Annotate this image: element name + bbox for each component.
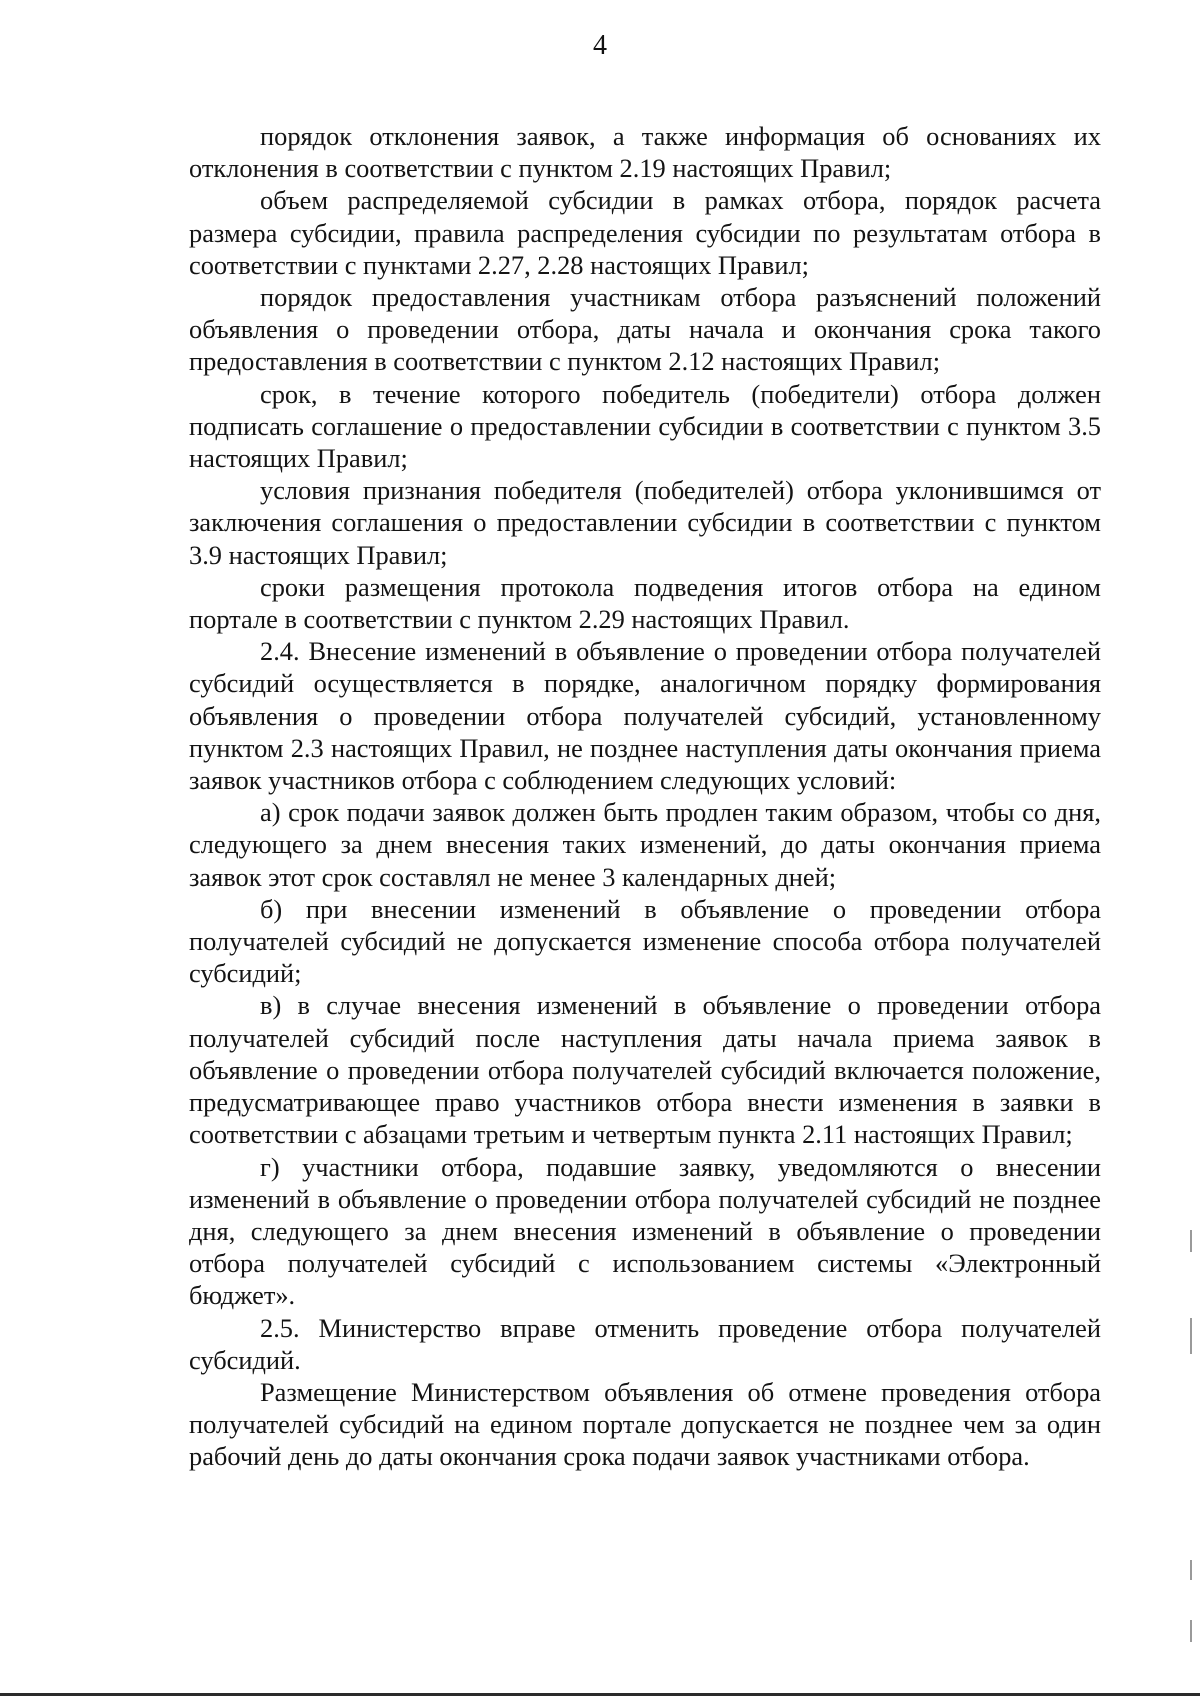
paragraph: Размещение Министерством объявления об отмене проведения отбора получателей субсидий на едином портале допускается не позднее чем за один рабочий день до даты окончания срока подачи заявок участниками отбора. — [189, 1376, 1101, 1472]
paragraph: объем распределяемой субсидии в рамках отбора, порядок расчета размера субсидии, правила распределения субсидии по результатам отбора в соответствии с пунктами 2.27, 2.28 настоящих Правил; — [189, 185, 1101, 280]
scan-mark — [1190, 1318, 1192, 1354]
paragraph: порядок отклонения заявок, а также информация об основаниях их отклонения в соответствии с пунктом 2.19 настоящих Правил; — [189, 121, 1101, 184]
paragraph: порядок предоставления участникам отбора разъяснений положений объявления о проведении отбора, даты начала и окончания срока такого предоставления в соответствии с пунктом 2.12 настоящих Правил; — [189, 282, 1101, 377]
scan-mark — [1190, 1620, 1192, 1642]
page-bottom-rule — [0, 1693, 1200, 1696]
paragraph-item-g: г) участники отбора, подавшие заявку, уведомляются о внесении изменений в объявление о проведении отбора получателей субсидий не позднее дня, следующего за днем внесения изменений в объявление о проведении отбора получателей субсидий с использованием системы «Электронный бюджет». — [189, 1151, 1101, 1311]
paragraph-item-b: б) при внесении изменений в объявление о проведении отбора получателей субсидий не допускается изменение способа отбора получателей субсидий; — [189, 893, 1101, 989]
scan-mark — [1190, 1230, 1192, 1252]
page-number: 4 — [593, 30, 607, 61]
paragraph: сроки размещения протокола подведения итогов отбора на едином портале в соответствии с пунктом 2.29 настоящих Правил. — [189, 571, 1101, 635]
paragraph: условия признания победителя (победителей) отбора уклонившимся от заключения соглашения о предоставлении субсидии в соответствии с пунктом 3.9 настоящих Правил; — [189, 475, 1101, 570]
paragraph-section-2-5: 2.5. Министерство вправе отменить проведение отбора получателей субсидий. — [189, 1312, 1101, 1375]
paragraph-item-v: в) в случае внесения изменений в объявление о проведении отбора получателей субсидий после наступления даты начала приема заявок в объявление о проведении отбора получателей субсидий включается положение, предусматривающее право участников отбора внести изменения в заявки в соответствии с абзацами третьим и четвертым пункта 2.11 настоящих Правил; — [189, 990, 1101, 1150]
paragraph-item-a: а) срок подачи заявок должен быть продлен таким образом, чтобы со дня, следующего за днем внесения таких изменений, до даты окончания приема заявок этот срок составлял не менее 3 календарных дней; — [189, 797, 1101, 892]
scan-mark — [1190, 1560, 1192, 1580]
paragraph: срок, в течение которого победитель (победители) отбора должен подписать соглашение о предоставлении субсидии в соответствии с пунктом 3.5 настоящих Правил; — [189, 378, 1101, 474]
paragraph-section-2-4: 2.4. Внесение изменений в объявление о проведении отбора получателей субсидий осуществляется в порядке, аналогичном порядку формирования объявления о проведении отбора получателей субсидий, установленному пунктом 2.3 настоящих Правил, не позднее наступления даты окончания приема заявок участников отбора с соблюдением следующих условий: — [189, 636, 1101, 796]
document-body — [189, 120, 1101, 1473]
